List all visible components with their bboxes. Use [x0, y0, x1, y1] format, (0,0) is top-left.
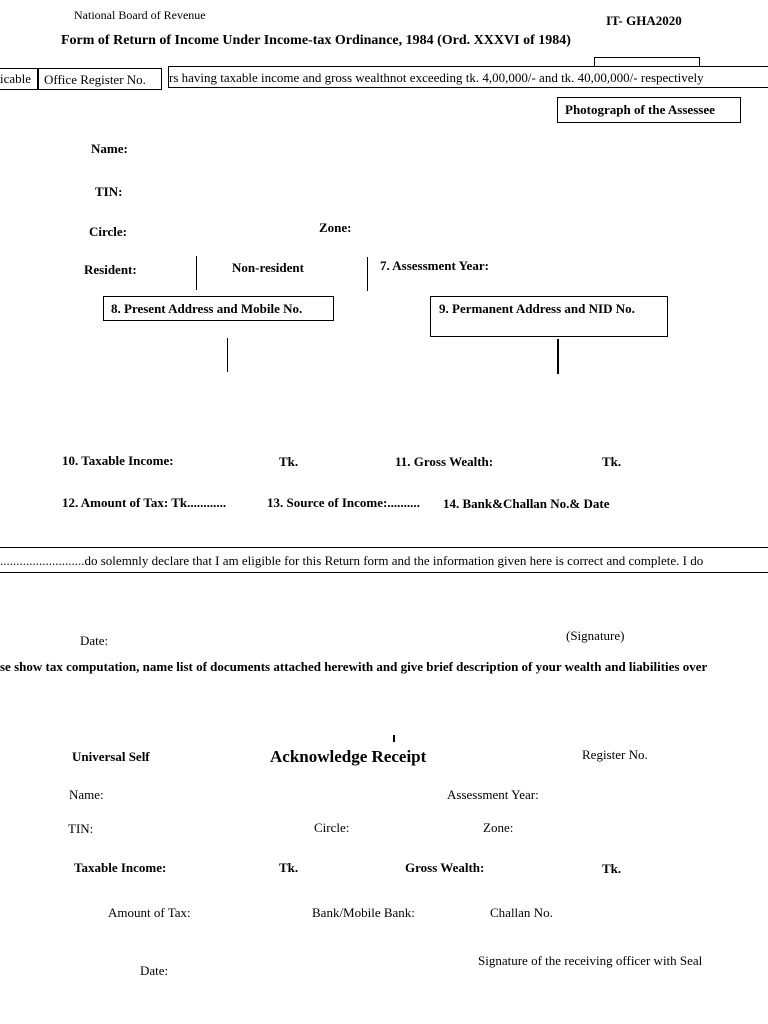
gross-wealth-label: 11. Gross Wealth:: [395, 454, 494, 469]
source-of-income-label: 13. Source of Income:..........: [267, 495, 420, 510]
note-text: se show tax computation, name list of documents attached herewith and give brief description of your wealth and liabilities over: [0, 659, 708, 674]
receipt-taxable-income-tk: Tk.: [279, 860, 299, 875]
gross-wealth-tk: Tk.: [602, 454, 622, 469]
name-label: Name:: [91, 141, 128, 156]
assessment-year-label: 7. Assessment Year:: [380, 258, 489, 273]
receipt-bank-mobile-label: Bank/Mobile Bank:: [312, 905, 415, 920]
receipt-gross-wealth-label: Gross Wealth:: [405, 860, 485, 875]
non-resident-divider: [367, 257, 368, 291]
receipt-zone-label: Zone:: [483, 820, 514, 835]
non-resident-label: Non-resident: [232, 260, 304, 275]
signature-label: (Signature): [566, 628, 625, 643]
receipt-name-label: Name:: [69, 787, 104, 802]
banner-left-fragment: icable: [0, 71, 32, 86]
bank-challan-label: 14. Bank&Challan No.& Date: [443, 496, 610, 511]
receipt-date-label: Date:: [140, 963, 169, 978]
universal-self-label: Universal Self: [72, 749, 150, 764]
board-name: National Board of Revenue: [74, 8, 206, 22]
receipt-circle-label: Circle:: [314, 820, 350, 835]
receipt-title: Acknowledge Receipt: [270, 747, 427, 766]
tear-mark-top: [393, 735, 395, 742]
taxable-income-label: 10. Taxable Income:: [62, 453, 174, 468]
receipt-taxable-income-label: Taxable Income:: [74, 860, 167, 875]
permanent-address-line: [557, 339, 559, 374]
circle-label: Circle:: [89, 224, 128, 239]
present-address-line: [227, 338, 228, 372]
tin-label: TIN:: [95, 184, 123, 199]
receipt-officer-signature-label: Signature of the receiving officer with Seal: [478, 953, 703, 968]
taxable-income-tk: Tk.: [279, 454, 299, 469]
declaration-text: ..........................do solemnly declare that I am eligible for this Return form and the information given here is correct and complete. I do: [0, 553, 704, 568]
resident-label: Resident:: [84, 262, 137, 277]
office-register-label: Office Register No.: [44, 72, 146, 87]
present-address-label: 8. Present Address and Mobile No.: [111, 301, 303, 316]
receipt-tin-label: TIN:: [68, 821, 94, 836]
form-title: Form of Return of Income Under Income-tax Ordinance, 1984 (Ord. XXXVI of 1984): [61, 33, 571, 48]
zone-label: Zone:: [319, 220, 352, 235]
receipt-challan-no-label: Challan No.: [490, 905, 553, 920]
permanent-address-label: 9. Permanent Address and NID No.: [439, 301, 635, 316]
receipt-assessment-year-label: Assessment Year:: [447, 787, 539, 802]
resident-divider: [196, 256, 197, 290]
receipt-amount-of-tax-label: Amount of Tax:: [108, 905, 191, 920]
form-code: IT- GHA2020: [606, 13, 682, 28]
receipt-register-no: Register No.: [582, 747, 648, 762]
banner-text: rs having taxable income and gross wealthnot exceeding tk. 4,00,000/- and tk. 40,00,000/- respectively: [169, 70, 704, 85]
photo-label: Photograph of the Assessee: [565, 102, 715, 117]
date-label: Date:: [80, 633, 109, 648]
receipt-gross-wealth-tk: Tk.: [602, 861, 622, 876]
amount-of-tax-label: 12. Amount of Tax: Tk............: [62, 495, 227, 510]
